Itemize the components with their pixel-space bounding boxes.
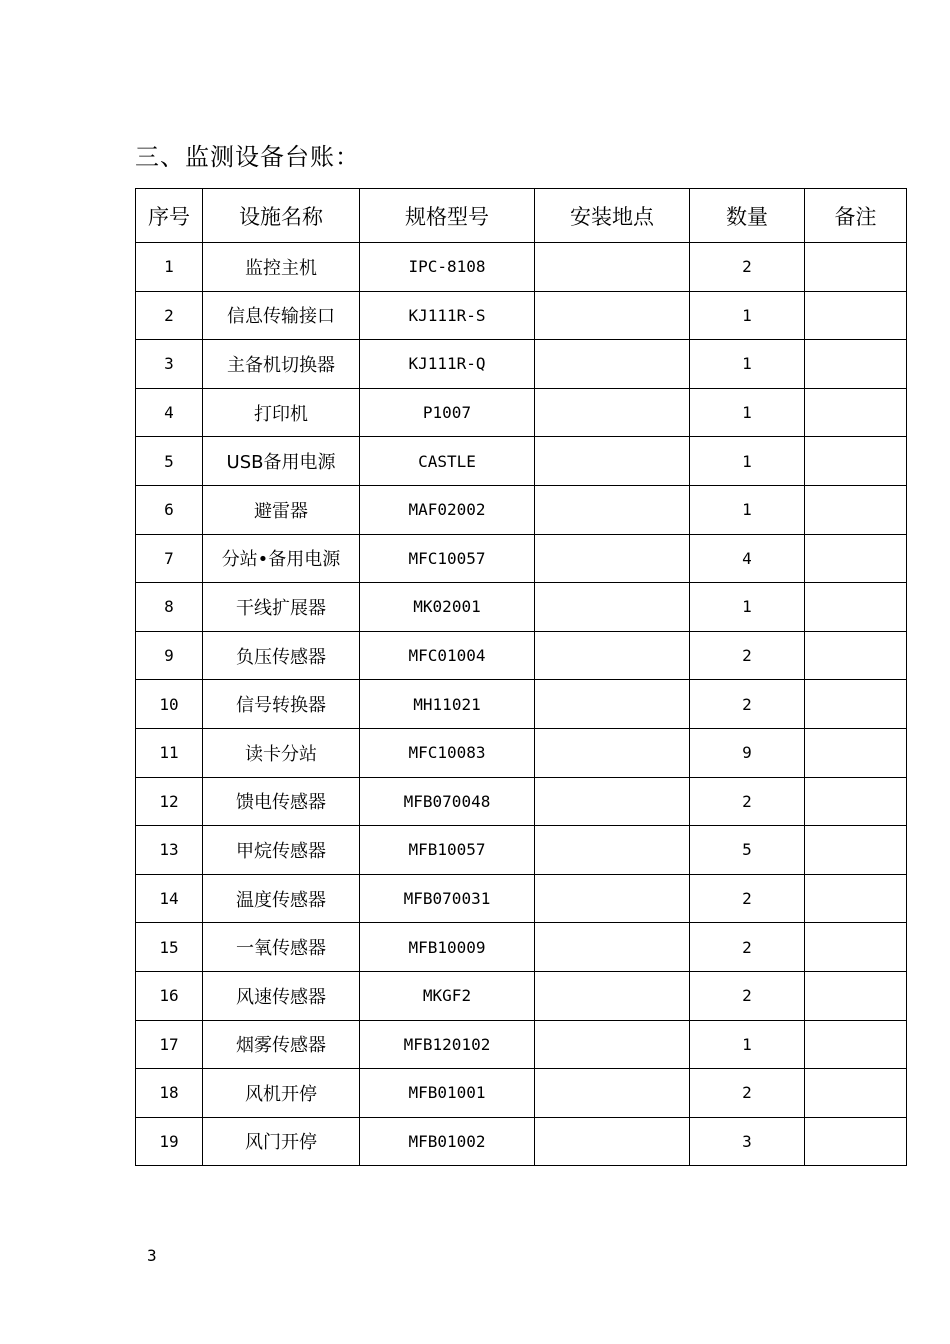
- cell-name: USB备用电源: [203, 437, 360, 486]
- cell-model: MFC10083: [360, 728, 535, 777]
- cell-remark: [805, 437, 907, 486]
- cell-index: 13: [136, 826, 203, 875]
- cell-quantity: 1: [690, 437, 805, 486]
- cell-location: [535, 923, 690, 972]
- cell-model: KJ111R-S: [360, 291, 535, 340]
- cell-name: 一氧传感器: [203, 923, 360, 972]
- cell-quantity: 1: [690, 291, 805, 340]
- cell-location: [535, 680, 690, 729]
- cell-quantity: 2: [690, 1069, 805, 1118]
- cell-location: [535, 826, 690, 875]
- table-header-row: [136, 189, 907, 243]
- cell-remark: [805, 340, 907, 389]
- cell-location: [535, 874, 690, 923]
- table-row: [136, 777, 907, 826]
- cell-name: 风机开停: [203, 1069, 360, 1118]
- cell-remark: [805, 728, 907, 777]
- cell-quantity: 2: [690, 680, 805, 729]
- cell-index: 16: [136, 971, 203, 1020]
- cell-remark: [805, 291, 907, 340]
- cell-index: 1: [136, 243, 203, 292]
- cell-model: MFB10009: [360, 923, 535, 972]
- cell-index: 5: [136, 437, 203, 486]
- cell-index: 8: [136, 583, 203, 632]
- table-row: [136, 728, 907, 777]
- cell-quantity: 1: [690, 485, 805, 534]
- cell-name: 风门开停: [203, 1117, 360, 1166]
- cell-model: P1007: [360, 388, 535, 437]
- header-index: 序号: [136, 189, 203, 243]
- cell-model: MFB01002: [360, 1117, 535, 1166]
- cell-quantity: 4: [690, 534, 805, 583]
- cell-remark: [805, 826, 907, 875]
- cell-index: 18: [136, 1069, 203, 1118]
- header-quantity: 数量: [690, 189, 805, 243]
- cell-remark: [805, 583, 907, 632]
- cell-model: CASTLE: [360, 437, 535, 486]
- cell-quantity: 1: [690, 1020, 805, 1069]
- cell-index: 17: [136, 1020, 203, 1069]
- cell-name: 风速传感器: [203, 971, 360, 1020]
- cell-name: 甲烷传感器: [203, 826, 360, 875]
- cell-model: MK02001: [360, 583, 535, 632]
- cell-name: 信号转换器: [203, 680, 360, 729]
- table-body: [136, 243, 907, 1166]
- cell-quantity: 2: [690, 971, 805, 1020]
- cell-index: 2: [136, 291, 203, 340]
- cell-remark: [805, 1069, 907, 1118]
- cell-index: 7: [136, 534, 203, 583]
- cell-remark: [805, 1020, 907, 1069]
- cell-location: [535, 243, 690, 292]
- cell-model: MFB070031: [360, 874, 535, 923]
- table-row: [136, 485, 907, 534]
- cell-index: 12: [136, 777, 203, 826]
- cell-index: 9: [136, 631, 203, 680]
- cell-location: [535, 388, 690, 437]
- cell-location: [535, 291, 690, 340]
- cell-quantity: 3: [690, 1117, 805, 1166]
- cell-name: 读卡分站: [203, 728, 360, 777]
- cell-model: MFB10057: [360, 826, 535, 875]
- cell-name: 打印机: [203, 388, 360, 437]
- table-row: [136, 291, 907, 340]
- cell-index: 4: [136, 388, 203, 437]
- cell-remark: [805, 631, 907, 680]
- cell-quantity: 2: [690, 777, 805, 826]
- header-remark: 备注: [805, 189, 907, 243]
- cell-location: [535, 1069, 690, 1118]
- cell-name: 温度传感器: [203, 874, 360, 923]
- table-row: [136, 243, 907, 292]
- cell-remark: [805, 1117, 907, 1166]
- cell-remark: [805, 534, 907, 583]
- table-row: [136, 1117, 907, 1166]
- cell-location: [535, 728, 690, 777]
- cell-location: [535, 631, 690, 680]
- header-model: 规格型号: [360, 189, 535, 243]
- cell-remark: [805, 777, 907, 826]
- cell-quantity: 1: [690, 388, 805, 437]
- cell-name: 信息传输接口: [203, 291, 360, 340]
- cell-remark: [805, 680, 907, 729]
- cell-location: [535, 1020, 690, 1069]
- cell-name: 负压传感器: [203, 631, 360, 680]
- cell-quantity: 2: [690, 874, 805, 923]
- table-row: [136, 534, 907, 583]
- cell-quantity: 2: [690, 923, 805, 972]
- cell-model: MFB01001: [360, 1069, 535, 1118]
- cell-remark: [805, 243, 907, 292]
- cell-index: 19: [136, 1117, 203, 1166]
- table-row: [136, 340, 907, 389]
- cell-index: 14: [136, 874, 203, 923]
- cell-model: MFB070048: [360, 777, 535, 826]
- table-row: [136, 583, 907, 632]
- cell-index: 3: [136, 340, 203, 389]
- cell-model: MFC10057: [360, 534, 535, 583]
- table-row: [136, 874, 907, 923]
- cell-quantity: 2: [690, 631, 805, 680]
- cell-quantity: 2: [690, 243, 805, 292]
- cell-location: [535, 1117, 690, 1166]
- cell-model: MFC01004: [360, 631, 535, 680]
- cell-name: 主备机切换器: [203, 340, 360, 389]
- cell-location: [535, 971, 690, 1020]
- cell-model: MH11021: [360, 680, 535, 729]
- cell-model: IPC-8108: [360, 243, 535, 292]
- table-row: [136, 1020, 907, 1069]
- cell-location: [535, 340, 690, 389]
- header-name: 设施名称: [203, 189, 360, 243]
- page-number: 3: [147, 1246, 157, 1265]
- table-row: [136, 437, 907, 486]
- cell-model: MAF02002: [360, 485, 535, 534]
- table-row: [136, 971, 907, 1020]
- cell-remark: [805, 971, 907, 1020]
- cell-remark: [805, 485, 907, 534]
- equipment-ledger-table: [135, 188, 907, 1166]
- cell-name: 分站•备用电源: [203, 534, 360, 583]
- cell-quantity: 1: [690, 340, 805, 389]
- cell-quantity: 5: [690, 826, 805, 875]
- cell-remark: [805, 923, 907, 972]
- cell-model: MKGF2: [360, 971, 535, 1020]
- section-title: 三、监测设备台账：: [135, 143, 360, 171]
- cell-quantity: 9: [690, 728, 805, 777]
- table-row: [136, 826, 907, 875]
- cell-remark: [805, 874, 907, 923]
- cell-name: 避雷器: [203, 485, 360, 534]
- cell-index: 6: [136, 485, 203, 534]
- cell-index: 11: [136, 728, 203, 777]
- cell-name: 干线扩展器: [203, 583, 360, 632]
- cell-name: 馈电传感器: [203, 777, 360, 826]
- cell-index: 15: [136, 923, 203, 972]
- cell-quantity: 1: [690, 583, 805, 632]
- table-row: [136, 631, 907, 680]
- table-row: [136, 388, 907, 437]
- cell-location: [535, 583, 690, 632]
- cell-remark: [805, 388, 907, 437]
- cell-index: 10: [136, 680, 203, 729]
- table-row: [136, 1069, 907, 1118]
- cell-location: [535, 485, 690, 534]
- cell-location: [535, 777, 690, 826]
- table-row: [136, 680, 907, 729]
- header-location: 安装地点: [535, 189, 690, 243]
- cell-location: [535, 534, 690, 583]
- cell-name: 监控主机: [203, 243, 360, 292]
- table-row: [136, 923, 907, 972]
- cell-model: KJ111R-Q: [360, 340, 535, 389]
- cell-model: MFB120102: [360, 1020, 535, 1069]
- cell-location: [535, 437, 690, 486]
- cell-name: 烟雾传感器: [203, 1020, 360, 1069]
